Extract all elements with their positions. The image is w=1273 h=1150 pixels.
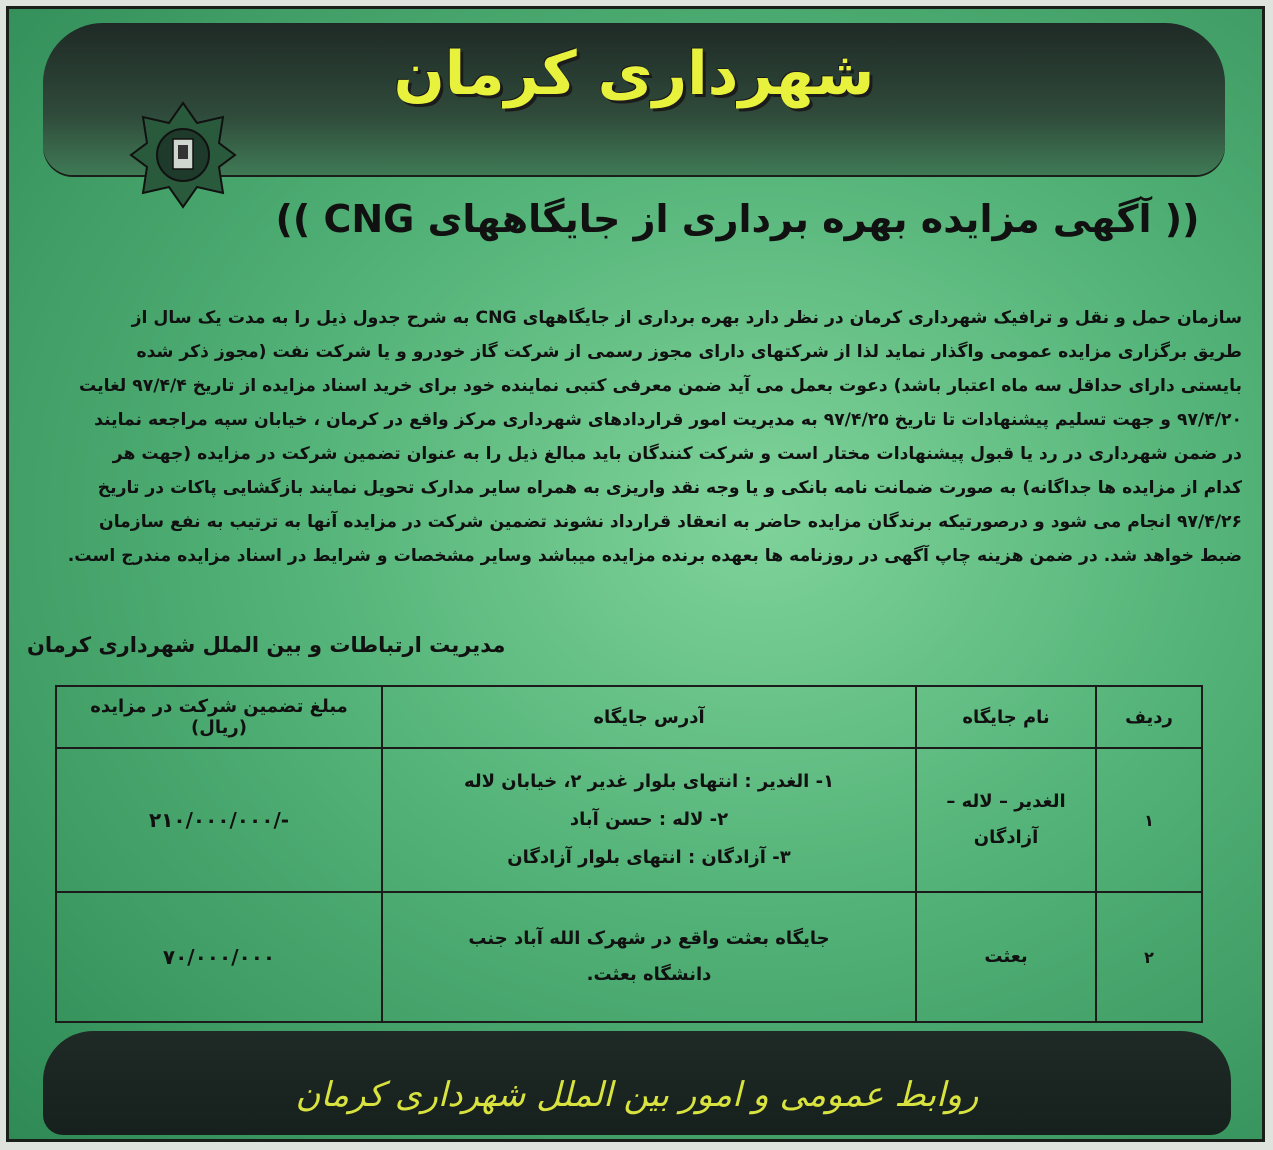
header-row-number: ردیف [1096, 686, 1202, 748]
address-item: ۲- لاله : حسن آباد [569, 809, 729, 830]
body-line: کدام از مزایده ها جداگانه) به صورت ضمانت نامه بانکی و یا وجه نقد واریزی به همراه سایر مدارک تحویل نمایند بازگشایی پاکات در تاریخ [97, 478, 1242, 498]
address-item: ۳- آزادگان : انتهای بلوار آزادگان [507, 847, 791, 868]
footer-text: روابط عمومی و امور بین الملل شهرداری کرمان [295, 1075, 979, 1115]
table-header-row [56, 686, 1202, 748]
station-name: بعثت [916, 892, 1096, 1022]
row-number: ۱ [1096, 748, 1202, 892]
signature [27, 633, 516, 657]
body-line: ۹۷/۴/۲۰ و جهت تسلیم پیشنهادات تا تاریخ ۹۷/۴/۲۵ به مدیریت امور قراردادهای شهرداری مرکز واقع در کرمان ، خیابان سپه مراجعه نمایند [94, 410, 1242, 430]
station-name [916, 748, 1096, 892]
table-row [56, 892, 1202, 1022]
header-station-address: آدرس جایگاه [382, 686, 916, 748]
guarantee-amount: ۷۰/۰۰۰/۰۰۰ [56, 892, 382, 1022]
body-line: ۹۷/۴/۲۶ انجام می شود و درصورتیکه برندگان مزایده حاضر به انعقاد قرارداد نشوند تضمین شرکت در مزایده آنها به ترتیب به نفع سازمان [99, 512, 1242, 532]
station-name-line: آزادگان [973, 827, 1039, 848]
notice-title: (( آگهی مزایده بهره برداری از جایگاههای CNG )) [275, 197, 1200, 241]
station-name-line: الغدیر – لاله – [946, 791, 1066, 812]
body-line: در ضمن شهرداری در رد یا قبول پیشنهادات مختار است و شرکت کنندگان باید مبالغ ذیل را به عنوان تضمین شرکت در مزایده (جهت هر [112, 444, 1242, 464]
body-line: طریق برگزاری مزایده عمومی واگذار نماید لذا از شرکتهای دارای مجوز رسمی از شرکت گاز خودرو و یا شرکت نفت (مجوز ذکر شده [136, 342, 1242, 362]
body-line: سازمان حمل و نقل و ترافیک شهرداری کرمان در نظر دارد بهره برداری از جایگاههای CNG به شرح جدول ذیل را به مدت یک سال از [131, 308, 1242, 328]
body-line: بایستی دارای حداقل سه ماه اعتبار باشد) دعوت بعمل می آید ضمن معرفی کتبی نماینده خود برای خرید اسناد مزایده از تاریخ ۹۷/۴/۴ لغایت [79, 376, 1242, 396]
footer-band [43, 1031, 1231, 1135]
table-row [56, 748, 1202, 892]
guarantee-amount: -/۲۱۰/۰۰۰/۰۰۰ [56, 748, 382, 892]
station-address [382, 892, 916, 1022]
notice-frame [6, 6, 1265, 1142]
header-station-name: نام جایگاه [916, 686, 1096, 748]
header-guarantee-amount: مبلغ تضمین شرکت در مزایده (ریال) [56, 686, 382, 748]
row-number: ۲ [1096, 892, 1202, 1022]
body-line: ضبط خواهد شد. در ضمن هزینه چاپ آگهی در روزنامه ها بعهده برنده مزایده میباشد وسایر مشخصات و شرایط در اسناد مزایده مندرج است. [67, 546, 1242, 566]
address-line: دانشگاه بعثت. [586, 964, 712, 985]
auction-table [55, 685, 1203, 1023]
signature-text: مدیریت ارتباطات و بین الملل شهرداری کرمان [27, 633, 506, 657]
notice-body [23, 301, 1242, 573]
municipality-logo-icon [127, 99, 239, 211]
station-address [382, 748, 916, 892]
address-item: ۱- الغدیر : انتهای بلوار غدیر ۲، خیابان لاله [463, 771, 835, 792]
municipality-title: شهرداری کرمان [393, 39, 875, 109]
address-line: جایگاه بعثت واقع در شهرک الله آباد جنب [468, 928, 830, 949]
